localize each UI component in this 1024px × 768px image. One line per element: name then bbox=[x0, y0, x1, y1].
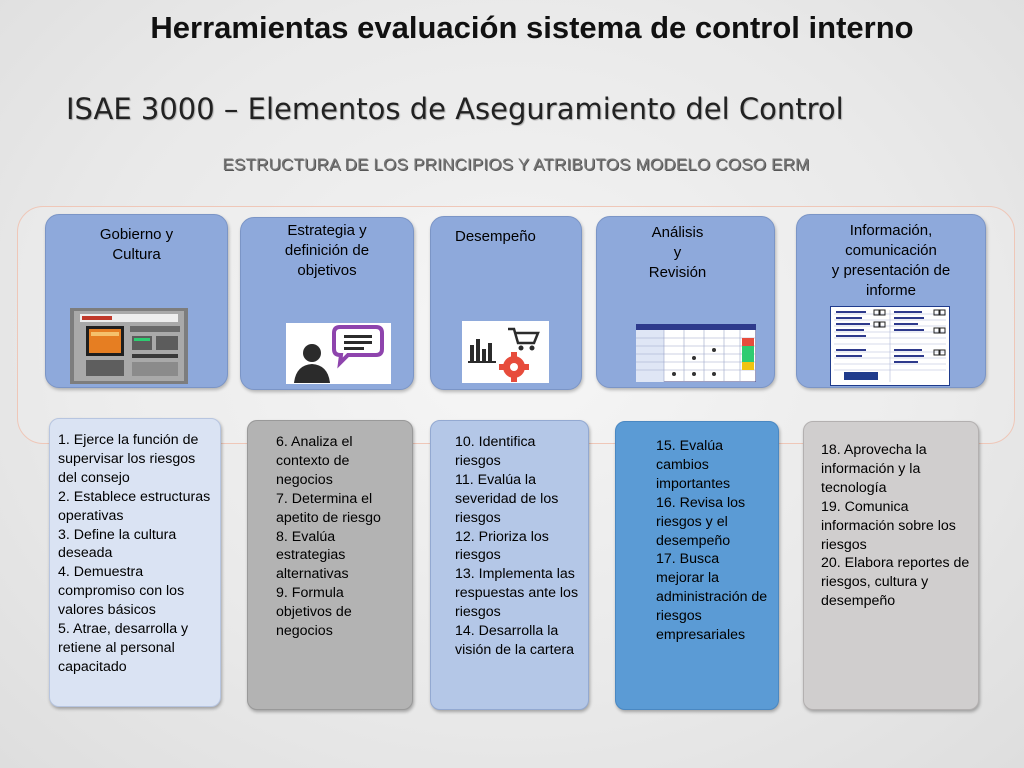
principle-item: 17. Busca mejorar la administración de riesgos empresariales bbox=[656, 551, 768, 644]
principle-item: 12. Prioriza los riesgos bbox=[455, 528, 549, 564]
principle-item: 20. Elabora reportes de riesgos, cultura y desempeño bbox=[821, 555, 970, 610]
principle-item: 10. Identifica riesgos bbox=[455, 434, 536, 469]
principle-item: 3. Define la cultura deseada bbox=[58, 526, 177, 562]
principles-list-estrategia bbox=[247, 420, 413, 710]
slide-title: Herramientas evaluación sistema de control interno bbox=[150, 10, 914, 45]
principle-item: 18. Aprovecha la información y la tecnología bbox=[821, 442, 927, 496]
atm-machine-icon bbox=[70, 308, 188, 384]
principles-items bbox=[616, 422, 778, 645]
principles-list-desempeno bbox=[430, 420, 589, 710]
principle-item: 16. Revisa los riesgos y el desempeño bbox=[656, 494, 746, 549]
component-card-analisis bbox=[596, 216, 775, 388]
principles-list-informacion bbox=[803, 421, 979, 710]
principle-item: 15. Evalúa cambios importantes bbox=[656, 438, 731, 492]
principle-item: 7. Determina el apetito de riesgo bbox=[276, 490, 381, 526]
report-checklist-icon bbox=[830, 306, 950, 386]
component-title: Análisis y Revisión bbox=[648, 224, 707, 281]
component-title: Información, comunicación y presentación de informe bbox=[831, 222, 951, 299]
person-speech-bubble-icon bbox=[286, 323, 391, 384]
component-title: Estrategia y definición de objetivos bbox=[284, 222, 370, 279]
section-heading: ESTRUCTURA DE LOS PRINCIPIOS Y ATRIBUTOS MODELO COSO ERM bbox=[222, 155, 810, 174]
principles-list-gobierno bbox=[49, 418, 221, 707]
principle-item: 19. Comunica información sobre los riesgos bbox=[821, 498, 956, 553]
slide-subtitle: ISAE 3000 – Elementos de Aseguramiento del Control bbox=[66, 92, 844, 126]
chart-gear-cart-icon bbox=[462, 321, 549, 383]
principle-item: 4. Demuestra compromiso con los valores básicos bbox=[58, 564, 185, 619]
risk-matrix-table-icon bbox=[636, 324, 756, 382]
component-title: Desempeño bbox=[455, 228, 536, 245]
component-card-desempeno bbox=[430, 216, 582, 390]
principle-item: 5. Atrae, desarrolla y retiene al personal capacitado bbox=[58, 621, 189, 675]
principle-item: 2. Establece estructuras operativas bbox=[58, 488, 211, 524]
principle-item: 6. Analiza el contexto de negocios bbox=[276, 434, 353, 488]
component-title: Gobierno y Cultura bbox=[99, 226, 174, 263]
principles-items bbox=[804, 422, 978, 611]
principle-item: 14. Desarrolla la visión de la cartera bbox=[455, 623, 575, 658]
component-card-estrategia bbox=[240, 217, 414, 390]
component-card-informacion bbox=[796, 214, 986, 388]
principle-item: 9. Formula objetivos de negocios bbox=[276, 585, 352, 640]
principle-item: 8. Evalúa estrategias alternativas bbox=[276, 528, 349, 583]
principle-item: 13. Implementa las respuestas ante los riesgos bbox=[455, 566, 579, 621]
principle-item: 1. Ejerce la función de supervisar los riesgos del consejo bbox=[58, 432, 199, 486]
principle-item: 11. Evalúa la severidad de los riesgos bbox=[455, 471, 559, 526]
principles-list-analisis bbox=[615, 421, 779, 710]
principles-items bbox=[431, 421, 588, 660]
component-card-gobierno bbox=[45, 214, 228, 388]
principles-items bbox=[248, 421, 412, 641]
principles-items bbox=[50, 419, 220, 677]
